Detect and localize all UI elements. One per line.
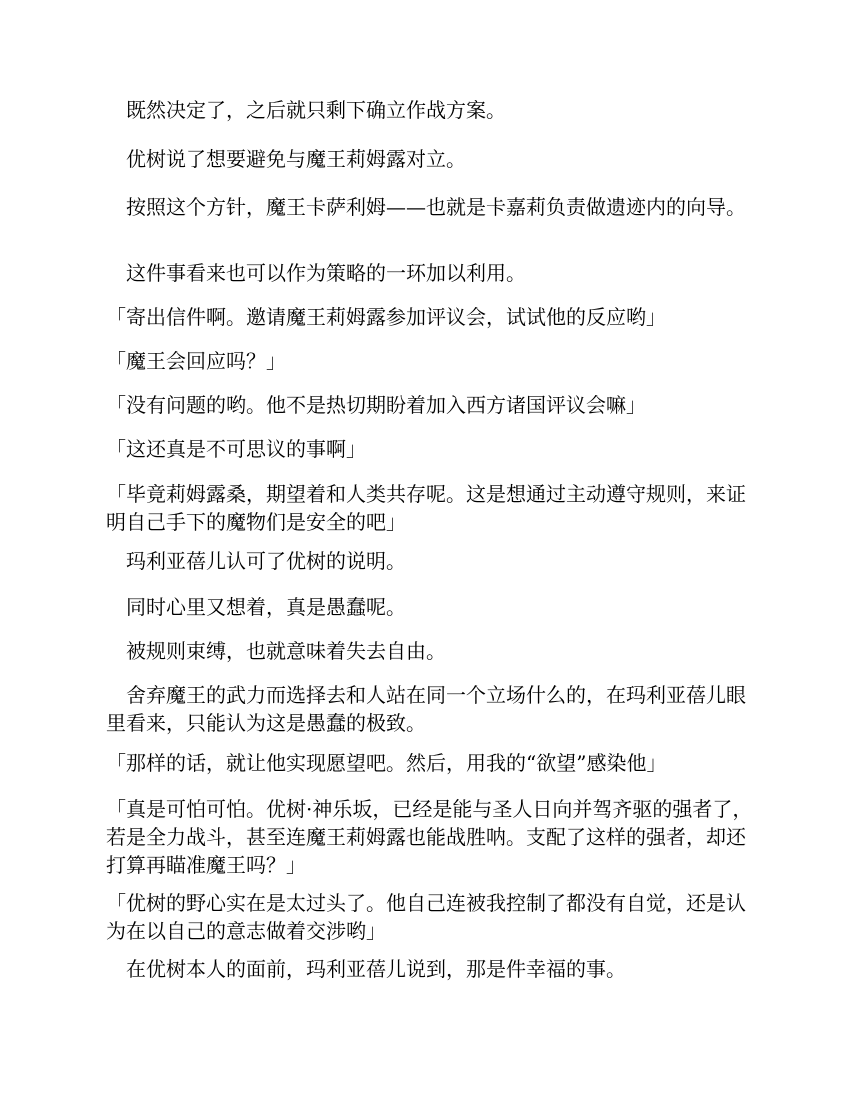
- paragraph-13: 舍弃魔王的武力而选择去和人站在同一个立场什么的，在玛利亚蓓儿眼里看来，只能认为这是愚蠢的极致。: [106, 683, 746, 735]
- paragraph-4: 这件事看来也可以作为策略的一环加以利用。: [106, 261, 526, 285]
- paragraph-11: 同时心里又想着，真是愚蠢呢。: [106, 595, 406, 619]
- paragraph-16: 「优树的野心实在是太过头了。他自己连被我控制了都没有自觉，还是认为在以自己的意志做着交涉哟」: [106, 891, 746, 943]
- paragraph-10: 玛利亚蓓儿认可了优树的说明。: [106, 549, 406, 573]
- paragraph-6: 「魔王会回应吗？」: [106, 349, 286, 373]
- paragraph-7: 「没有问题的哟。他不是热切期盼着加入西方诸国评议会嘛」: [106, 393, 646, 417]
- paragraph-5: 「寄出信件啊。邀请魔王莉姆露参加评议会，试试他的反应哟」: [106, 305, 666, 329]
- paragraph-2: 优树说了想要避免与魔王莉姆露对立。: [106, 147, 466, 171]
- paragraph-14: 「那样的话，就让他实现愿望吧。然后，用我的“欲望”感染他」: [106, 751, 667, 775]
- paragraph-15: 「真是可怕可怕。优树·神乐坂，已经是能与圣人日向并驾齐驱的强者了，若是全力战斗，甚至连魔王莉姆露也能战胜呐。支配了这样的强者，却还打算再瞄准魔王吗？」: [106, 797, 753, 877]
- paragraph-9: 「毕竟莉姆露桑，期望着和人类共存呢。这是想通过主动遵守规则，来证明自己手下的魔物们是安全的吧」: [106, 482, 746, 534]
- paragraph-17: 在优树本人的面前，玛利亚蓓儿说到，那是件幸福的事。: [106, 957, 626, 981]
- paragraph-8: 「这还真是不可思议的事啊」: [106, 437, 366, 461]
- paragraph-1: 既然决定了，之后就只剩下确立作战方案。: [106, 98, 506, 122]
- paragraph-12: 被规则束缚，也就意味着失去自由。: [106, 639, 446, 663]
- paragraph-3: 按照这个方针，魔王卡萨利姆——也就是卡嘉莉负责做遗迹内的向导。: [106, 195, 746, 219]
